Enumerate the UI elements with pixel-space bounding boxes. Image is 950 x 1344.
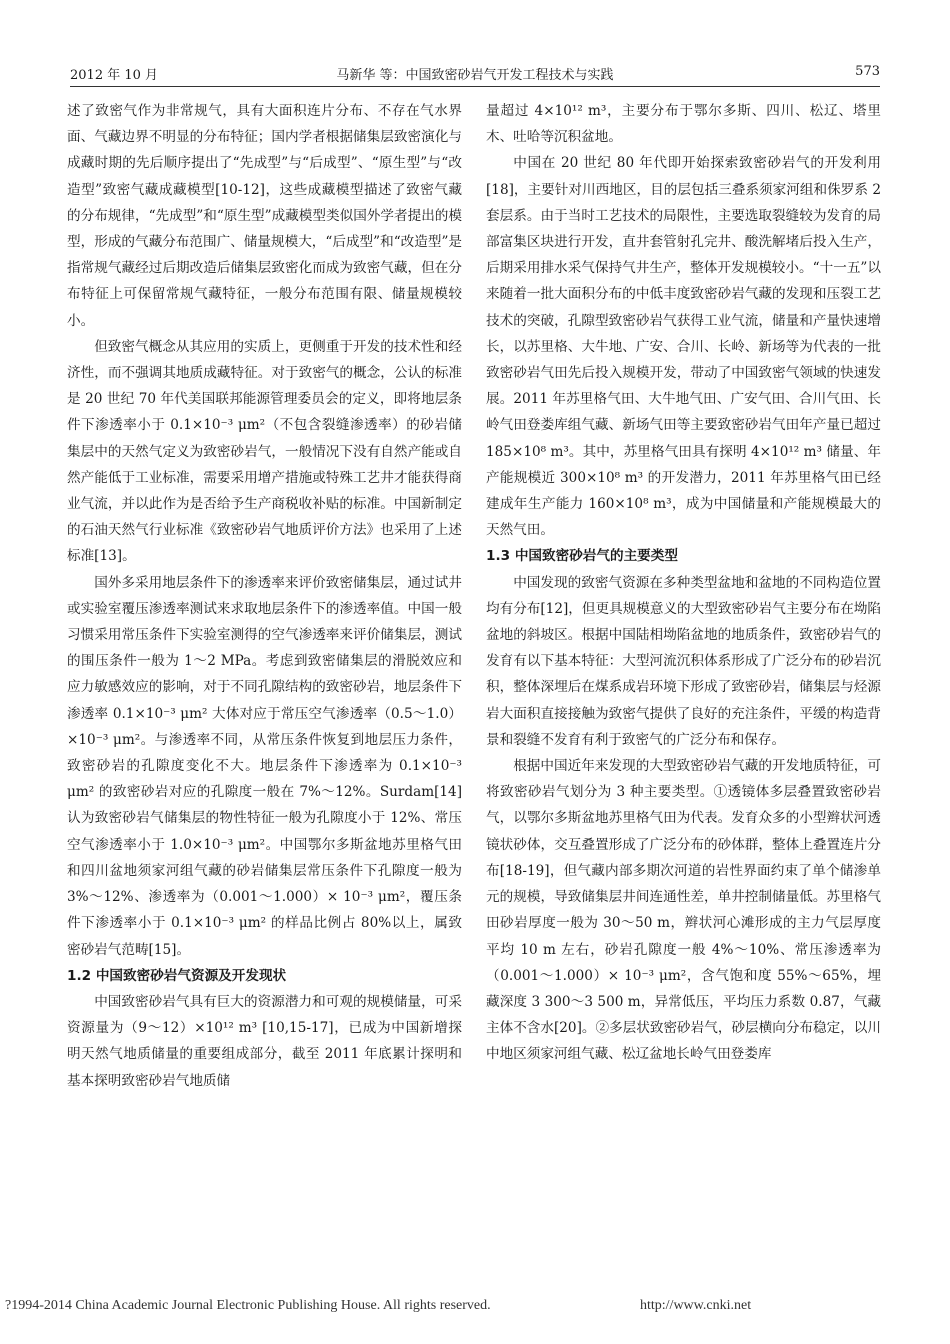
section-heading: 1.2 中国致密砂岩气资源及开发现状: [67, 967, 287, 984]
section-heading: 1.3 中国致密砂岩气的主要类型: [486, 548, 678, 565]
page-header: [70, 60, 880, 87]
paragraph: 量超过 4×10¹² m³，主要分布于鄂尔多斯、四川、松辽、塔里木、吐哈等沉积盆地。: [486, 103, 881, 146]
copyright-notice: ?1994-2014 China Academic Journal Electronic Publishing House. All rights reserved.: [5, 1298, 491, 1313]
paragraph: 根据中国近年来发现的大型致密砂岩气藏的开发地质特征，可将致密砂岩气划分为 3 种主要类型。①透镜体多层叠置致密砂岩气，以鄂尔多斯盆地苏里格气田为代表。发育众多的小型辫状河透镜状砂体，交互叠置形成了广泛分布的砂体群，整体上叠置连片分布[18-19]，但气藏内部多期次河道的岩性界面约束了单个储渗单元的规模，导致储集层井间连通性差，单井控制储量低。苏里格气田砂岩厚度一般为 30～50 m，辫状河心滩形成的主力气层厚度平均 10 m 左右，砂岩孔隙度一般 4%～10%、常压渗透率为（0.001～1.000）× 10⁻³ μm²，含气饱和度 55%～65%，埋藏深度 3 300～3 500 m，异常低压，平均压力系数 0.87，气藏主体不含水[20]。②多层状致密砂岩气，砂层横向分布稳定，以川中地区须家河组气藏、松辽盆地长岭气田登娄库: [486, 758, 881, 1063]
page-number: 573: [855, 64, 880, 79]
paragraph: 中国在 20 世纪 80 年代即开始探索致密砂岩气的开发利用[18]，主要针对川西地区，目的层包括三叠系须家河组和侏罗系 2 套层系。由于当时工艺技术的局限性，主要选取裂缝较为发育的局部富集区块进行开发，直井套管射孔完井、酸洗解堵后投入生产，后期采用排水采气保持气井生产，整体开发规模较小。“十一五”以来随着一批大面积分布的中低丰度致密砂岩气藏的发现和压裂工艺技术的突破，孔隙型致密砂岩气获得工业气流，储量和产量快速增长，以苏里格、大牛地、广安、合川、长岭、新场等为代表的一批致密砂岩气田先后投入规模开发，带动了中国致密气领域的快速发展。2011 年苏里格气田、大牛地气田、广安气田、合川气田、长岭气田登娄库组气藏、新场气田等主要致密砂岩气田年产量已超过 185×10⁸ m³。其中，苏里格气田具有探明 4×10¹² m³ 储量、年产能规模近 300×10⁸ m³ 的开发潜力，2011 年苏里格气田已经建成年生产能力 160×10⁸ m³，成为中国储量和产能规模最大的天然气田。: [486, 155, 881, 539]
right-column: [486, 98, 881, 1068]
paragraph: 中国发现的致密气资源在多种类型盆地和盆地的不同构造位置均有分布[12]，但更具规模意义的大型致密砂岩气主要分布在坳陷盆地的斜坡区。根据中国陆相坳陷盆地的地质条件，致密砂岩气的发育有以下基本特征：大型河流沉积体系形成了广泛分布的砂岩沉积，整体深埋后在煤系成岩环境下形成了致密砂岩，储集层与烃源岩大面积直接接触为致密气提供了良好的充注条件，平缓的构造背景和裂缝不发育有利于致密气的广泛分布和保存。: [486, 574, 881, 748]
left-column: [67, 98, 462, 1094]
paragraph: 但致密气概念从其应用的实质上，更侧重于开发的技术性和经济性，而不强调其地质成藏特征。对于致密气的概念，公认的标准是 20 世纪 70 年代美国联邦能源管理委员会的定义，即将地层条件下渗透率小于 0.1×10⁻³ μm²（不包含裂缝渗透率）的砂岩储集层中的天然气定义为致密砂岩气，一般情况下没有自然产能或自然产能低于工业标准，需要采用增产措施或特殊工艺井才能获得商业气流，并以此作为是否给予生产商税收补贴的标准。中国新制定的石油天然气行业标准《致密砂岩气地质评价方法》也采用了上述标准[13]。: [67, 338, 462, 565]
paragraph: 中国致密砂岩气具有巨大的资源潜力和可观的规模储量，可采资源量为（9～12）×10¹² m³ [10,15-17]，已成为中国新增探明天然气地质储量的重要组成部分，截至 2011 年底累计探明和基本探明致密砂岩气地质储: [67, 993, 462, 1089]
issue-date: 2012 年 10 月: [70, 68, 159, 83]
running-title: 马新华 等：中国致密砂岩气开发工程技术与实践: [336, 68, 614, 83]
paragraph: 述了致密气作为非常规气，具有大面积连片分布、不存在气水界面、气藏边界不明显的分布特征；国内学者根据储集层致密演化与成藏时期的先后顺序提出了“先成型”与“后成型”、“原生型”与“改造型”致密气藏成藏模型[10-12]，这些成藏模型描述了致密气藏的分布规律，“先成型”和“原生型”成藏模型类似国外学者提出的模型，形成的气藏分布范围广、储量规模大，“后成型”和“改造型”是指常规气藏经过后期改造后储集层致密化而成为致密气藏，但在分布特征上可保留常规气藏特征，一般分布范围有限、储量规模较小。: [67, 103, 462, 329]
footer-url[interactable]: http://www.cnki.net: [640, 1298, 752, 1313]
paragraph: 国外多采用地层条件下的渗透率来评价致密储集层，通过试井或实验室覆压渗透率测试来求取地层条件下的渗透率值。中国一般习惯采用常压条件下实验室测得的空气渗透率来评价储集层，测试的围压条件一般为 1～2 MPa。考虑到致密储集层的滑脱效应和应力敏感效应的影响，对于不同孔隙结构的致密砂岩，地层条件下渗透率 0.1×10⁻³ μm² 大体对应于常压空气渗透率（0.5～1.0）×10⁻³ μm²。与渗透率不同，从常压条件恢复到地层压力条件，致密砂岩的孔隙度变化不大。地层条件下渗透率为 0.1×10⁻³ μm² 的致密砂岩对应的孔隙度一般在 7%～12%。Surdam[14]认为致密砂岩气储集层的物性特征一般为孔隙度小于 12%、常压空气渗透率小于 1.0×10⁻³ μm²。中国鄂尔多斯盆地苏里格气田和四川盆地须家河组气藏的砂岩储集层常压条件下孔隙度一般为 3%～12%、渗透率为（0.001～1.000）× 10⁻³ μm²，覆压条件下渗透率小于 0.1×10⁻³ μm² 的样品比例占 80%以上，属致密砂岩气范畴[15]。: [67, 574, 462, 958]
